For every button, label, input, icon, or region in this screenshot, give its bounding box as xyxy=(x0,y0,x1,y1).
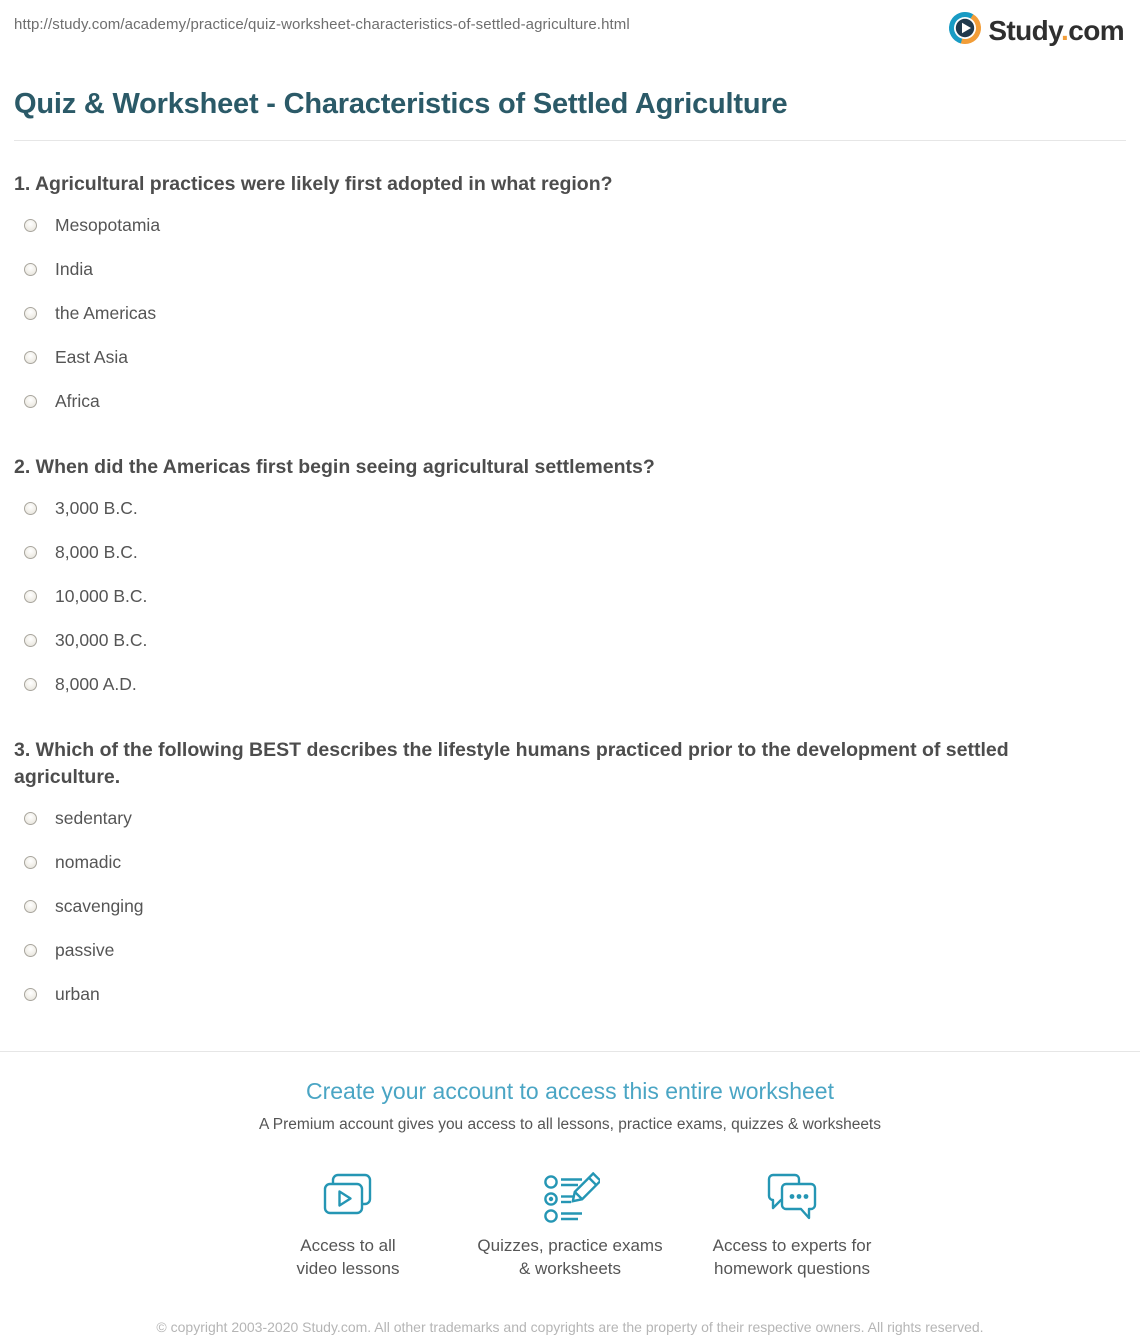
radio-button[interactable] xyxy=(24,307,37,320)
premium-subtitle: A Premium account gives you access to all lessons, practice exams, quizzes & worksheets xyxy=(259,1115,881,1133)
question-3-text: 3. Which of the following BEST describes the lifestyle humans practiced prior to the development of settled agriculture. xyxy=(14,738,1009,788)
q1-option-2[interactable] xyxy=(14,248,1126,292)
feature-label: Quizzes, practice exams & worksheets xyxy=(477,1235,663,1278)
q1-option-4[interactable] xyxy=(14,336,1126,380)
option-label: 3,000 B.C. xyxy=(55,498,138,519)
question-block-1 xyxy=(14,171,1126,424)
feature-label: Access to experts for homework questions xyxy=(712,1235,872,1278)
option-label: East Asia xyxy=(55,347,128,368)
option-label: Africa xyxy=(55,391,100,412)
option-label: passive xyxy=(55,940,115,961)
feature-homework-experts xyxy=(694,1172,890,1282)
option-label: 10,000 B.C. xyxy=(55,586,148,607)
option-label: 30,000 B.C. xyxy=(55,630,148,651)
cta-section xyxy=(0,1051,1140,1338)
quizzes-worksheets-icon xyxy=(540,1172,600,1228)
question-block-3 xyxy=(14,737,1126,1017)
radio-button[interactable] xyxy=(24,856,37,869)
radio-button[interactable] xyxy=(24,812,37,825)
divider xyxy=(14,140,1126,141)
q2-option-3[interactable] xyxy=(14,575,1126,619)
page-url: http://study.com/academy/practice/quiz-worksheet-characteristics-of-settled-agriculture.html xyxy=(14,16,630,33)
feature-list xyxy=(0,1172,1140,1282)
copyright-notice: © copyright 2003-2020 Study.com. All other trademarks and copyrights are the property of their respective owners. All rights reserved. xyxy=(156,1318,984,1335)
radio-button[interactable] xyxy=(24,502,37,515)
radio-button[interactable] xyxy=(24,546,37,559)
q1-option-5[interactable] xyxy=(14,380,1126,424)
q2-option-1[interactable] xyxy=(14,487,1126,531)
radio-button[interactable] xyxy=(24,944,37,957)
page-header xyxy=(0,0,1140,51)
radio-button[interactable] xyxy=(24,263,37,276)
q2-option-2[interactable] xyxy=(14,531,1126,575)
question-2-text: 2. When did the Americas first begin seeing agricultural settlements? xyxy=(14,455,655,478)
q3-option-2[interactable] xyxy=(14,841,1126,885)
studycom-play-icon xyxy=(947,10,983,51)
question-block-2 xyxy=(14,454,1126,707)
option-label: 8,000 A.D. xyxy=(55,674,137,695)
page-title: Quiz & Worksheet - Characteristics of Settled Agriculture xyxy=(14,88,788,120)
create-account-link[interactable]: Create your account to access this entire worksheet xyxy=(306,1077,834,1104)
q2-option-4[interactable] xyxy=(14,619,1126,663)
homework-experts-icon xyxy=(762,1172,822,1228)
radio-button[interactable] xyxy=(24,590,37,603)
radio-button[interactable] xyxy=(24,988,37,1001)
feature-quizzes-worksheets xyxy=(472,1172,668,1282)
radio-button[interactable] xyxy=(24,351,37,364)
option-label: sedentary xyxy=(55,808,132,829)
radio-button[interactable] xyxy=(24,900,37,913)
radio-button[interactable] xyxy=(24,634,37,647)
radio-button[interactable] xyxy=(24,678,37,691)
option-label: Mesopotamia xyxy=(55,215,161,236)
option-label: nomadic xyxy=(55,852,122,873)
studycom-logo[interactable] xyxy=(947,10,1124,51)
q3-option-4[interactable] xyxy=(14,929,1126,973)
q1-option-3[interactable] xyxy=(14,292,1126,336)
q3-option-1[interactable] xyxy=(14,797,1126,841)
video-lessons-icon xyxy=(318,1172,378,1228)
feature-label: Access to all video lessons xyxy=(296,1235,400,1278)
option-label: urban xyxy=(55,984,100,1005)
radio-button[interactable] xyxy=(24,219,37,232)
q3-option-3[interactable] xyxy=(14,885,1126,929)
option-label: scavenging xyxy=(55,896,144,917)
feature-video-lessons xyxy=(250,1172,446,1282)
option-label: the Americas xyxy=(55,303,157,324)
q1-option-1[interactable] xyxy=(14,204,1126,248)
q3-option-5[interactable] xyxy=(14,973,1126,1017)
radio-button[interactable] xyxy=(24,395,37,408)
option-label: 8,000 B.C. xyxy=(55,542,138,563)
option-label: India xyxy=(55,259,93,280)
studycom-wordmark: Study.com xyxy=(988,14,1124,46)
question-1-text: 1. Agricultural practices were likely first adopted in what region? xyxy=(14,173,613,195)
q2-option-5[interactable] xyxy=(14,663,1126,707)
